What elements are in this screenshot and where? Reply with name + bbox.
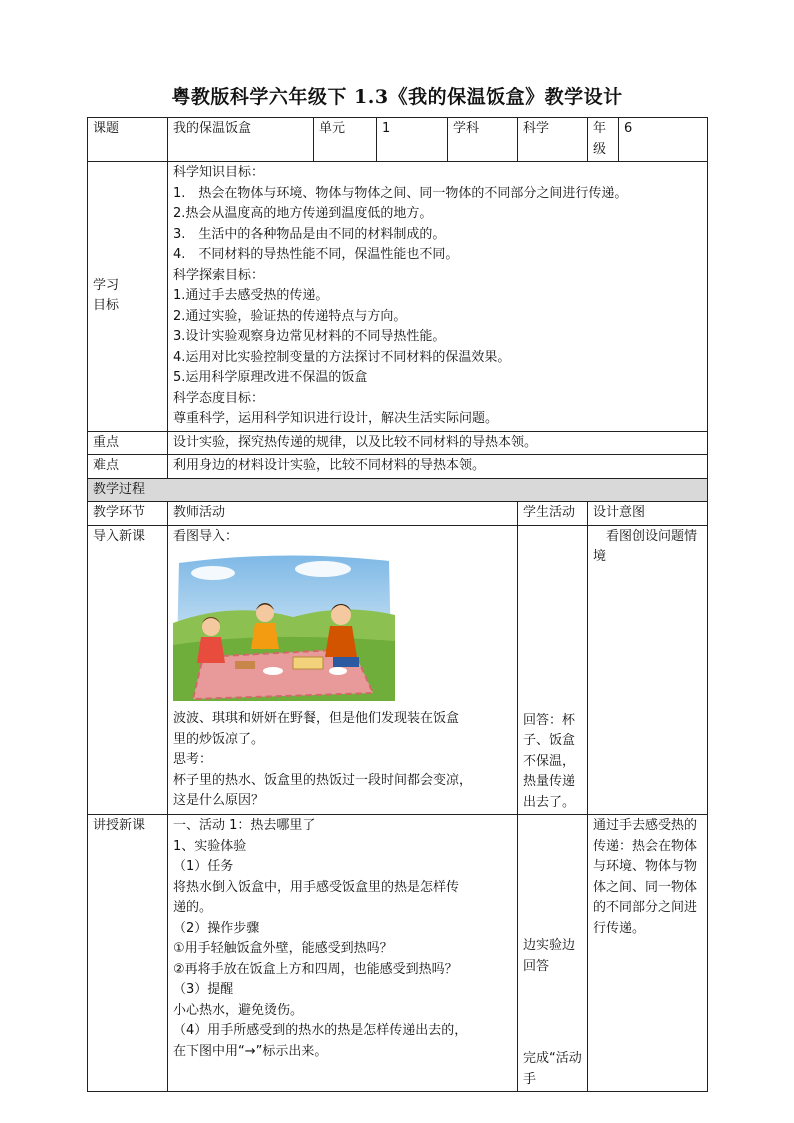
intro-stage: 导入新课 bbox=[88, 525, 168, 815]
goals-label: 学习 目标 bbox=[88, 162, 168, 432]
header-intent: 设计意图 bbox=[588, 502, 708, 526]
goal-line: 3.设计实验观察身边常见材料的不同导热性能。 bbox=[173, 329, 446, 344]
lesson-student-2: 完成“活动手 bbox=[523, 1051, 582, 1087]
grade-label: 年级 bbox=[588, 118, 619, 162]
header-stage: 教学环节 bbox=[88, 502, 168, 526]
header-student: 学生活动 bbox=[518, 502, 588, 526]
goal-line: 4. 不同材料的导热性能不同，保温性能也不同。 bbox=[173, 247, 459, 262]
intro-teacher bbox=[168, 525, 518, 815]
lesson-line: （4）用手所感受到的热水的热是怎样传递出去的， bbox=[173, 1023, 468, 1038]
intro-line: 思考： bbox=[173, 752, 213, 767]
lesson-stage: 讲授新课 bbox=[88, 815, 168, 1092]
lesson-line: （1）任务 bbox=[173, 859, 234, 874]
subject-value: 科学 bbox=[518, 118, 588, 162]
lesson-line: 小心热水，避免烫伤。 bbox=[173, 1002, 304, 1018]
unit-value: 1 bbox=[377, 118, 448, 162]
header-teacher: 教师活动 bbox=[168, 502, 518, 526]
topic-value: 我的保温饭盒 bbox=[168, 118, 314, 162]
goal-line: 1. 热会在物体与环境、物体与物体之间、同一物体的不同部分之间进行传递。 bbox=[173, 185, 628, 201]
goal-line: 科学探索目标： bbox=[173, 267, 265, 283]
difficulty-label: 难点 bbox=[88, 455, 168, 479]
difficulty-text: 利用身边的材料设计实验，比较不同材料的导热本领。 bbox=[168, 455, 708, 479]
goal-line: 科学态度目标： bbox=[173, 390, 265, 406]
intro-line: 杯子里的热水、饭盒里的热饭过一段时间都会变凉， bbox=[173, 772, 473, 788]
goal-line: 尊重科学，运用科学知识进行设计，解决生活实际问题。 bbox=[173, 411, 499, 426]
goal-line: 2.热会从温度高的地方传递到温度低的地方。 bbox=[173, 206, 433, 221]
intro-line: 里的炒饭凉了。 bbox=[173, 731, 265, 747]
process-section-row bbox=[88, 478, 708, 502]
process-section-title: 教学过程 bbox=[88, 478, 708, 502]
subject-label: 学科 bbox=[448, 118, 518, 162]
goal-line: 5.运用科学原理改进不保温的饭盒 bbox=[173, 370, 368, 385]
goal-line: 3. 生活中的各种物品是由不同的材料制成的。 bbox=[173, 226, 446, 242]
lesson-line: ②再将手放在饭盒上方和四周，也能感受到热吗？ bbox=[173, 961, 458, 977]
goal-line: 2.通过实验，验证热的传递特点与方向。 bbox=[173, 308, 407, 324]
lesson-row bbox=[88, 815, 708, 1092]
intro-row bbox=[88, 525, 708, 815]
intro-student-cell bbox=[518, 525, 588, 815]
info-row bbox=[88, 118, 708, 162]
key-point-row bbox=[88, 431, 708, 455]
lesson-line: ①用手轻触饭盒外壁，能感受到热吗？ bbox=[173, 941, 393, 956]
goals-content bbox=[168, 162, 708, 432]
intro-lead: 看图导入： bbox=[173, 528, 239, 544]
intro-intent: 看图创设问题情境 bbox=[588, 525, 708, 815]
page-title: 粤教版科学六年级下 1.3《我的保温饭盒》教学设计 bbox=[171, 86, 623, 108]
goal-line: 4.运用对比实验控制变量的方法探讨不同材料的保温效果。 bbox=[173, 349, 511, 365]
intro-student: 回答：杯子、饭盒不保温，热量传递出去了。 bbox=[523, 712, 576, 810]
lesson-student-1: 边实验边回答 bbox=[523, 938, 576, 974]
key-point-text: 设计实验，探究热传递的规律，以及比较不同材料的导热本领。 bbox=[168, 431, 708, 455]
difficulty-row bbox=[88, 455, 708, 479]
lesson-line: （2）操作步骤 bbox=[173, 920, 260, 936]
lesson-line: 递的。 bbox=[173, 900, 213, 915]
lesson-intent: 通过手去感受热的传递：热会在物体与环境、物体与物体之间、同一物体的不同部分之间进行传递。 bbox=[588, 815, 708, 1092]
unit-label: 单元 bbox=[314, 118, 377, 162]
lesson-line: 在下图中用“→”标示出来。 bbox=[173, 1043, 328, 1059]
lesson-line: （3）提醒 bbox=[173, 982, 234, 997]
goal-line: 科学知识目标： bbox=[173, 165, 265, 180]
goal-line: 1.通过手去感受热的传递。 bbox=[173, 288, 329, 303]
lesson-line: 一、活动 1：热去哪里了 bbox=[173, 818, 316, 833]
grade-value: 6 bbox=[619, 118, 708, 162]
lesson-line: 将热水倒入饭盒中，用手感受饭盒里的热是怎样传 bbox=[173, 879, 460, 895]
intro-line: 波波、琪琪和妍妍在野餐，但是他们发现装在饭盒 bbox=[173, 711, 460, 726]
topic-label: 课题 bbox=[88, 118, 168, 162]
lesson-line: 1、实验体验 bbox=[173, 838, 247, 854]
lesson-student-cell bbox=[518, 815, 588, 1092]
goals-row bbox=[88, 162, 708, 432]
lesson-plan-table bbox=[87, 117, 708, 1092]
intro-line: 这是什么原因？ bbox=[173, 793, 265, 808]
lesson-teacher bbox=[168, 815, 518, 1092]
key-point-label: 重点 bbox=[88, 431, 168, 455]
picnic-illustration bbox=[173, 553, 395, 701]
process-header-row bbox=[88, 502, 708, 526]
